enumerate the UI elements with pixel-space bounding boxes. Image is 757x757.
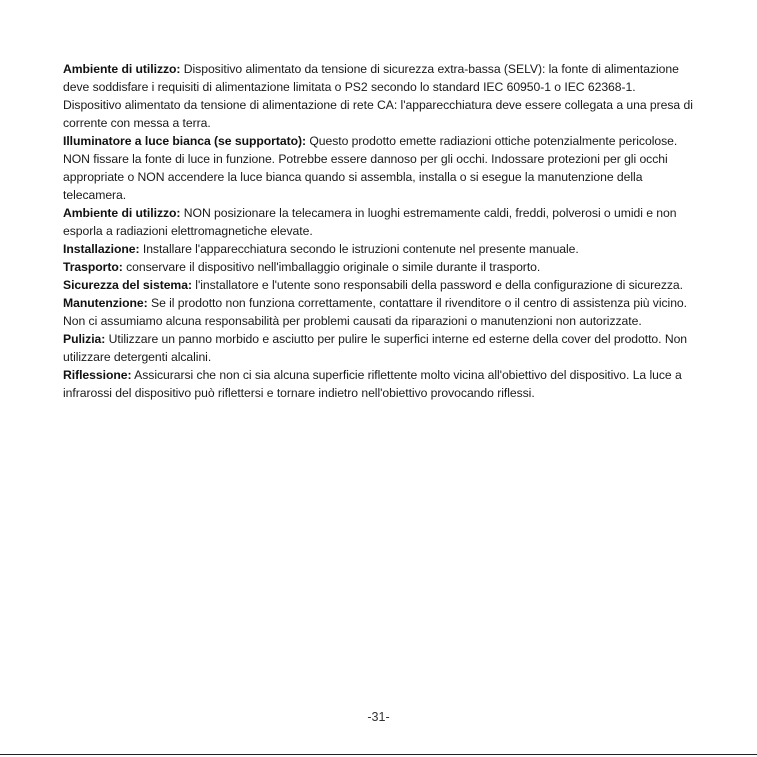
paragraph-heading: Manutenzione: — [63, 296, 148, 310]
paragraph-riflessione — [63, 366, 695, 402]
paragraph-text: Questo prodotto emette radiazioni ottiche potenzialmente pericolose. NON fissare la fonte di luce in funzione. Potrebbe essere dannoso per gli occhi. Indossare protezioni per gli occhi appropriate o NON accendere la luce bianca quando si assembla, installa o si esegue la manutenzione della telecamera. — [63, 134, 678, 202]
paragraph-ambiente-posizione — [63, 204, 695, 240]
paragraph-illuminatore — [63, 132, 695, 204]
paragraph-heading: Ambiente di utilizzo: — [63, 62, 181, 76]
paragraph-text: Se il prodotto non funziona correttamente, contattare il rivenditore o il centro di assistenza più vicino. Non ci assumiamo alcuna responsabilità per problemi causati da riparazioni o manutenzioni non autorizzate. — [63, 296, 687, 328]
paragraph-text: Dispositivo alimentato da tensione di sicurezza extra-bassa (SELV): la fonte di alimentazione deve soddisfare i requisiti di alimentazione limitata o PS2 secondo lo standard IEC 60950-1 o IEC 62368-1. Dispositivo alimentato da tensione di alimentazione di rete CA: l'apparecchiatura deve essere collegata a una presa di corrente con messa a terra. — [63, 62, 693, 130]
paragraph-ambiente-selv — [63, 60, 695, 132]
paragraph-pulizia — [63, 330, 695, 366]
paragraph-text: Utilizzare un panno morbido e asciutto per pulire le superfici interne ed esterne della cover del prodotto. Non utilizzare detergenti alcalini. — [63, 332, 688, 364]
paragraph-text: NON posizionare la telecamera in luoghi estremamente caldi, freddi, polverosi o umidi e non esporla a radiazioni elettromagnetiche elevate. — [63, 206, 677, 238]
paragraph-heading: Trasporto: — [63, 260, 123, 274]
paragraph-manutenzione — [63, 294, 695, 330]
page-number: -31- — [367, 710, 390, 724]
paragraph-text: Assicurarsi che non ci sia alcuna superficie riflettente molto vicina all'obiettivo del dispositivo. La luce a infrarossi del dispositivo può riflettersi e tornare indietro nell'obiettivo provocando riflessi. — [63, 368, 682, 400]
paragraph-heading: Ambiente di utilizzo: — [63, 206, 181, 220]
safety-instructions-body — [63, 60, 695, 402]
paragraph-heading: Riflessione: — [63, 368, 132, 382]
paragraph-heading: Sicurezza del sistema: — [63, 278, 192, 292]
paragraph-trasporto — [63, 258, 695, 276]
paragraph-text: conservare il dispositivo nell'imballaggio originale o simile durante il trasporto. — [122, 260, 541, 274]
paragraph-heading: Illuminatore a luce bianca (se supportato): — [63, 134, 306, 148]
paragraph-heading: Pulizia: — [63, 332, 106, 346]
paragraph-installazione — [63, 240, 695, 258]
paragraph-heading: Installazione: — [63, 242, 140, 256]
paragraph-text: l'installatore e l'utente sono responsabili della password e della configurazione di sicurezza. — [191, 278, 683, 292]
paragraph-text: Installare l'apparecchiatura secondo le istruzioni contenute nel presente manuale. — [139, 242, 579, 256]
page-bottom-divider — [0, 754, 757, 755]
paragraph-sicurezza — [63, 276, 695, 294]
